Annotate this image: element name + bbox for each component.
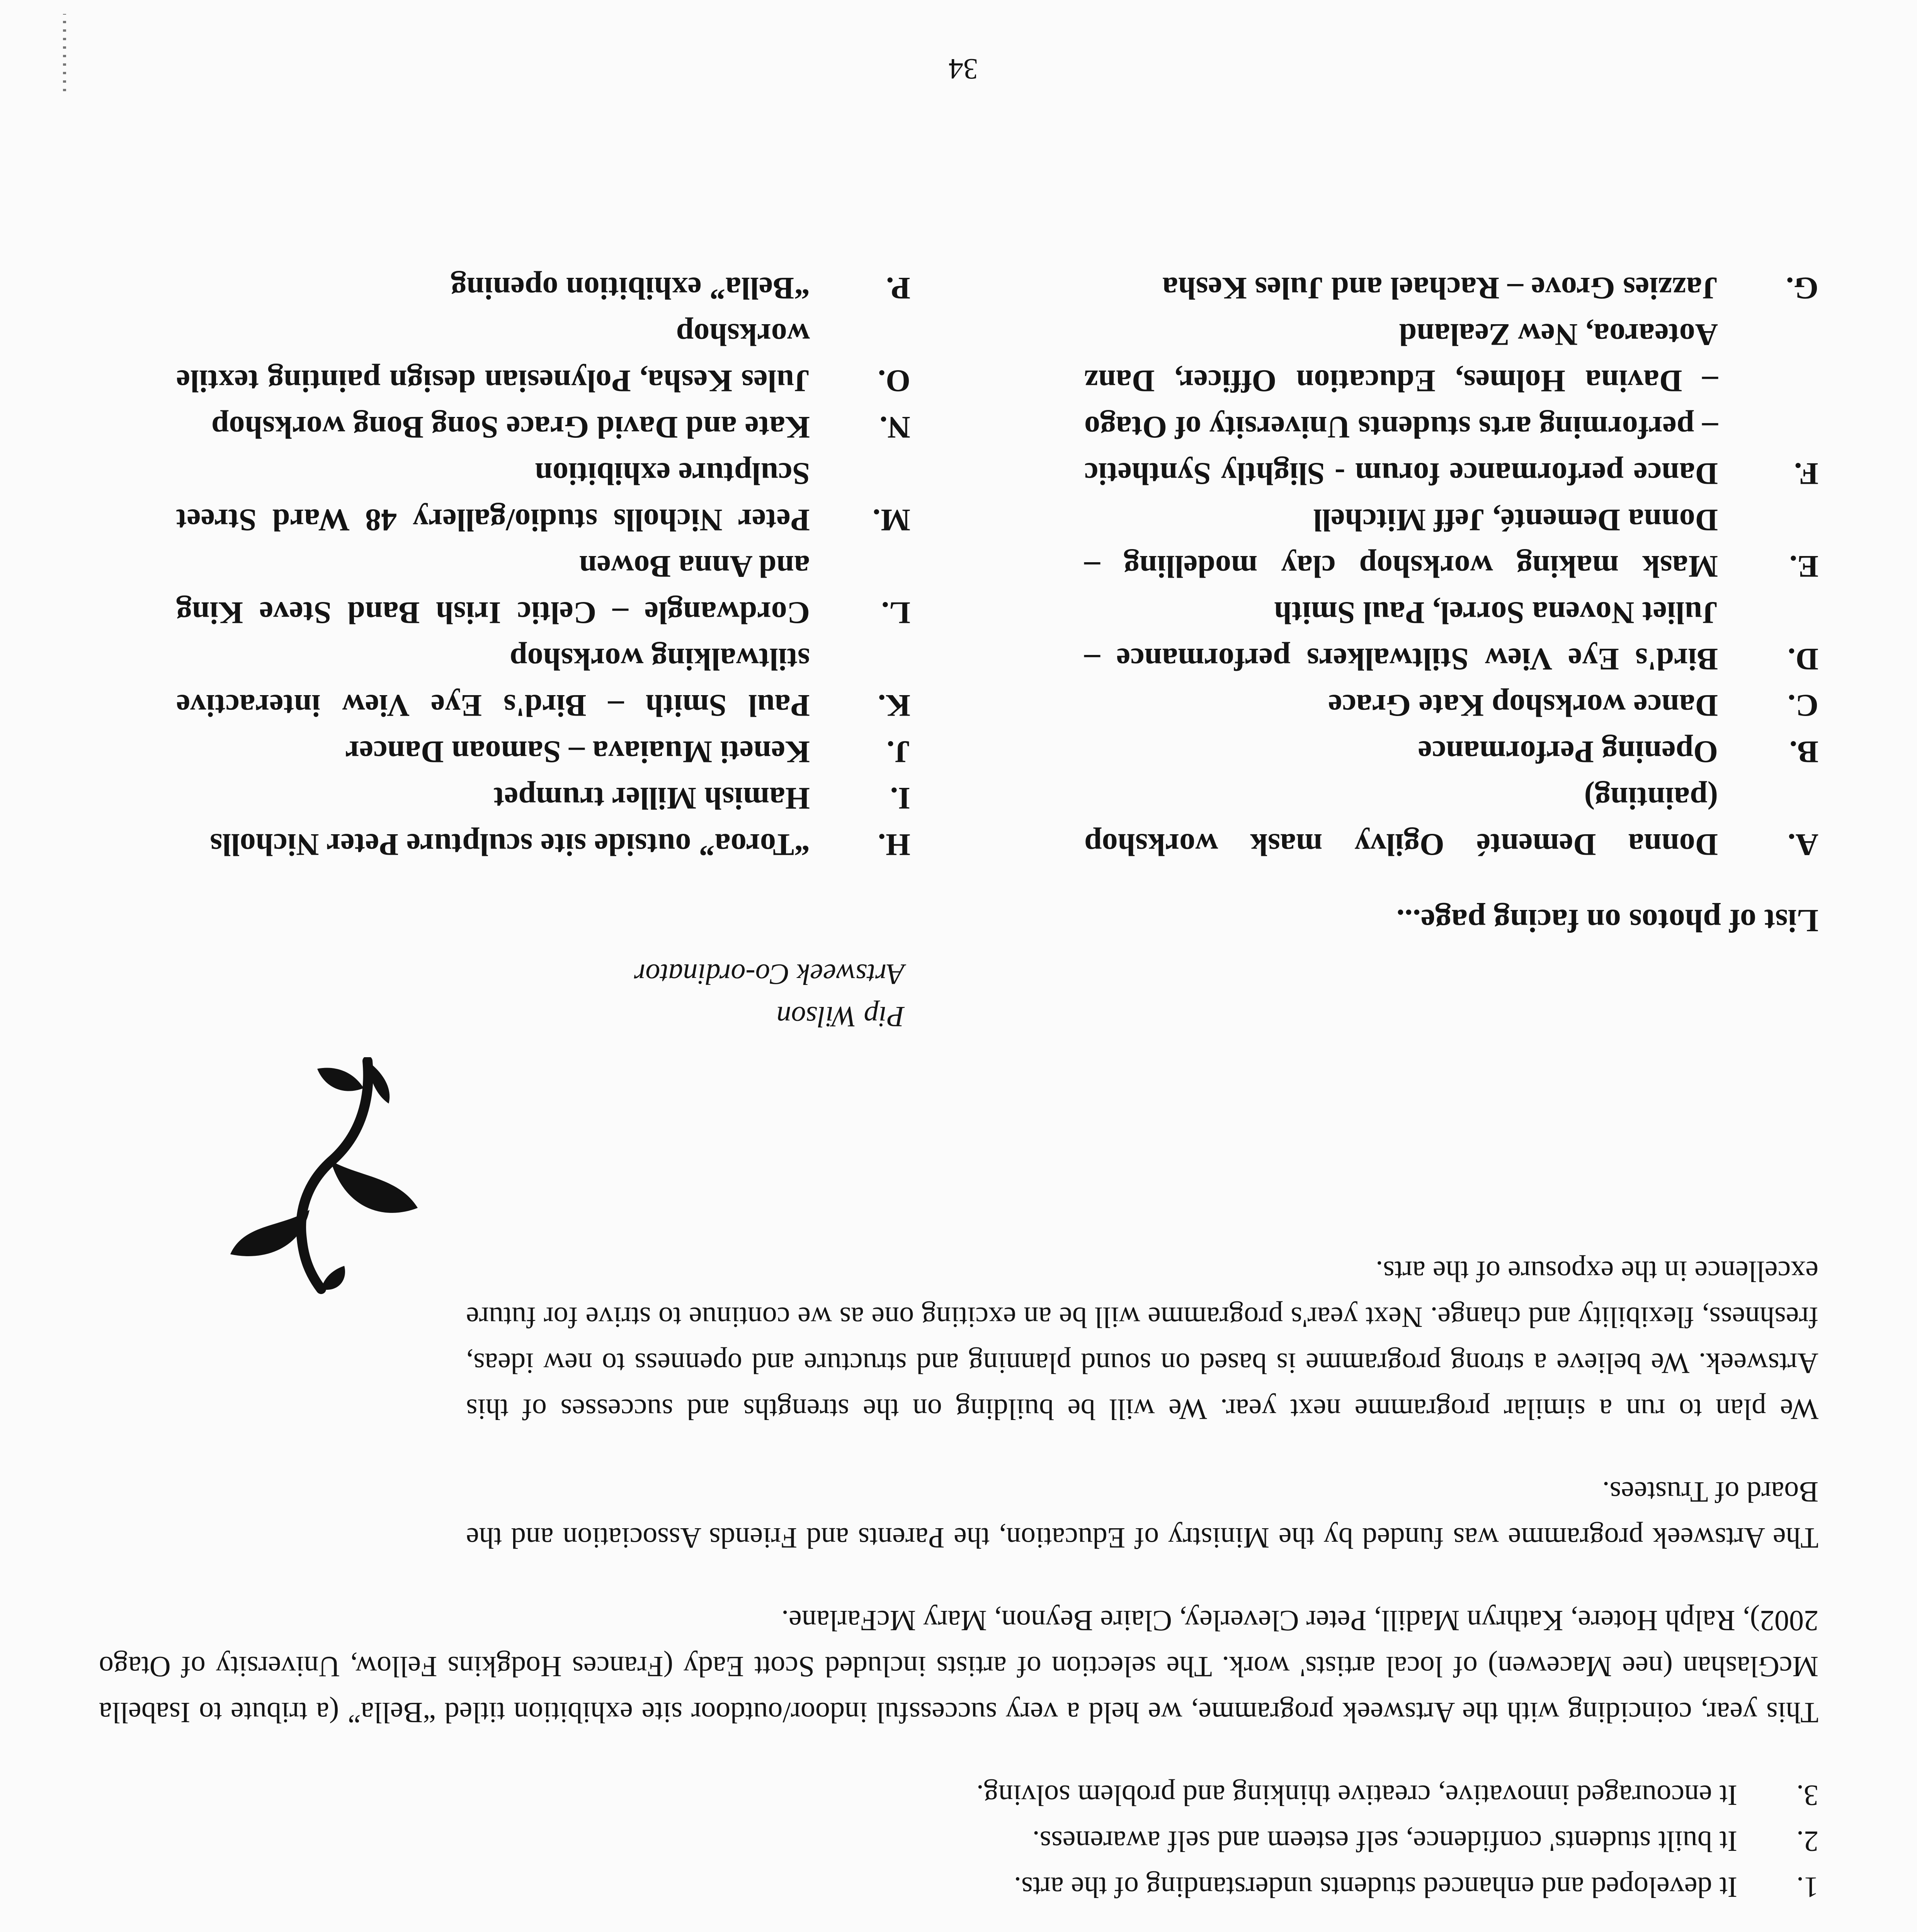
- objective-text: It built students' confidence, self esteem and self awareness.: [1032, 1825, 1737, 1857]
- photo-caption: “Bella” exhibition opening: [451, 271, 810, 306]
- photo-caption: Cordwangle – Celtic Irish Band Steve King and Anna Bowen: [176, 549, 810, 631]
- photo-letter: H.: [878, 827, 910, 862]
- photo-item: [1084, 265, 1818, 311]
- signature-name: Pip Wilson: [776, 1000, 905, 1033]
- photo-list-right: [176, 265, 910, 868]
- photo-item: [176, 311, 910, 404]
- objective-item: [99, 1818, 1818, 1864]
- objective-text: It developed and enhanced students understanding of the arts.: [1014, 1871, 1737, 1903]
- photo-letter: N.: [879, 410, 910, 445]
- photo-list-left: [1084, 265, 1818, 868]
- photo-item: [1084, 311, 1818, 497]
- photo-caption: Jazzies Grove – Rachael and Jules Kesha: [1162, 271, 1718, 306]
- page-number: 34: [949, 53, 978, 85]
- objective-number: 2.: [1796, 1825, 1818, 1857]
- signature-role: Artsweek Co-ordinator: [634, 958, 905, 990]
- photo-letter: M.: [873, 503, 910, 538]
- photo-caption: Peter Nicholls studio/gallery 48 Ward Street Sculpture exhibition: [176, 456, 810, 538]
- photo-letter: K.: [878, 688, 910, 723]
- photo-letter: G.: [1786, 271, 1818, 306]
- photo-item: [1084, 729, 1818, 775]
- photo-item: [1084, 775, 1818, 868]
- photo-item: [176, 451, 910, 543]
- exhibition-paragraph: This year, coinciding with the Artsweek programme, we held a very successful indoor/outdoor site exhibition titled “Bella” (a tribute to Isabella McGlashan (nee Macewen) of local artists' work. The selection of artists included Scott Eady (Frances Hodgkins Fellow, University of Otago 2002), Ralph Hotere, Kathryn Madill, Peter Cleverley, Claire Beynon, Mary McFarlane.: [99, 1604, 1818, 1729]
- leaf-ornament-icon: [225, 1057, 425, 1304]
- photo-caption: Dance workshop Kate Grace: [1328, 688, 1718, 723]
- photo-item: [176, 543, 910, 636]
- photo-item: [176, 636, 910, 729]
- photo-caption: Donna Dementé Ogilvy mask workshop (painting): [1084, 781, 1718, 862]
- photo-item: [176, 265, 910, 311]
- photo-letter: O.: [878, 364, 910, 399]
- photo-letter: E.: [1789, 549, 1818, 584]
- photo-caption: Bird's Eye View Stiltwalkers performance – Juliet Novena Sorrel, Paul Smith: [1084, 595, 1718, 677]
- photo-item: [1084, 590, 1818, 682]
- objective-text: It encouraged innovative, creative thinking and problem solving.: [976, 1779, 1737, 1811]
- photo-caption: Jules Kesha, Polynesian design painting textile workshop: [176, 317, 810, 399]
- photo-caption: Mask making workshop clay modelling – Donna Dementé, Jeff Mitchell: [1084, 503, 1718, 584]
- photo-letter: C.: [1788, 688, 1818, 723]
- photo-item: [176, 729, 910, 775]
- signature-block: [634, 953, 905, 1038]
- photo-item: [176, 775, 910, 821]
- photo-caption: Hamish Miller trumpet: [493, 781, 810, 816]
- photo-item: [1084, 682, 1818, 729]
- objective-number: 3.: [1796, 1779, 1818, 1811]
- funding-paragraph: The Artsweek programme was funded by the Ministry of Education, the Parents and Friends Association and the Board of Trustees.: [466, 1476, 1818, 1554]
- objective-item: [99, 1772, 1818, 1818]
- photo-item: [176, 821, 910, 868]
- photo-letter: B.: [1789, 735, 1818, 770]
- objectives-list: [99, 1772, 1818, 1910]
- photo-caption: Kate and David Grace Song Bong workshop: [211, 410, 810, 445]
- photo-letter: J.: [886, 735, 910, 770]
- objective-number: 1.: [1796, 1871, 1818, 1903]
- objective-item: [99, 1864, 1818, 1910]
- photo-letter: F.: [1794, 456, 1818, 492]
- photo-caption: Keneti Muaiava – Samoan Dancer: [345, 735, 810, 770]
- photo-item: [176, 404, 910, 451]
- photo-caption: “Toroa” outside site sculpture Peter Nicholls: [210, 827, 810, 862]
- photos-heading: List of photos on facing page...: [1396, 903, 1818, 939]
- photo-letter: P.: [886, 271, 910, 306]
- scan-margin-marks: [63, 14, 66, 91]
- photo-letter: A.: [1788, 827, 1818, 862]
- future-paragraph: We plan to run a similar programme next year. We will be building on the strengths and successes of this Artsweek. We believe a strong programme is based on sound planning and structure and openness to new ideas, freshness, flexibility and change. Next year's programme will be an exciting one as we continue to strive for future excellence in the exposure of the arts.: [466, 1255, 1818, 1425]
- photo-item: [1084, 497, 1818, 590]
- photo-caption: Paul Smith – Bird's Eye View interactive stiltwalking workshop: [176, 642, 810, 723]
- photo-letter: D.: [1788, 642, 1818, 677]
- photo-letter: I.: [890, 781, 910, 816]
- photo-caption: Dance performance forum - Slightly Synthetic – performing arts students University of Otago – Davina Holmes, Education Officer, Danz Aotearoa, New Zealand: [1084, 317, 1718, 492]
- photo-letter: L.: [881, 595, 910, 631]
- article-body: [99, 1211, 1818, 1932]
- photo-caption: Opening Performance: [1418, 735, 1718, 770]
